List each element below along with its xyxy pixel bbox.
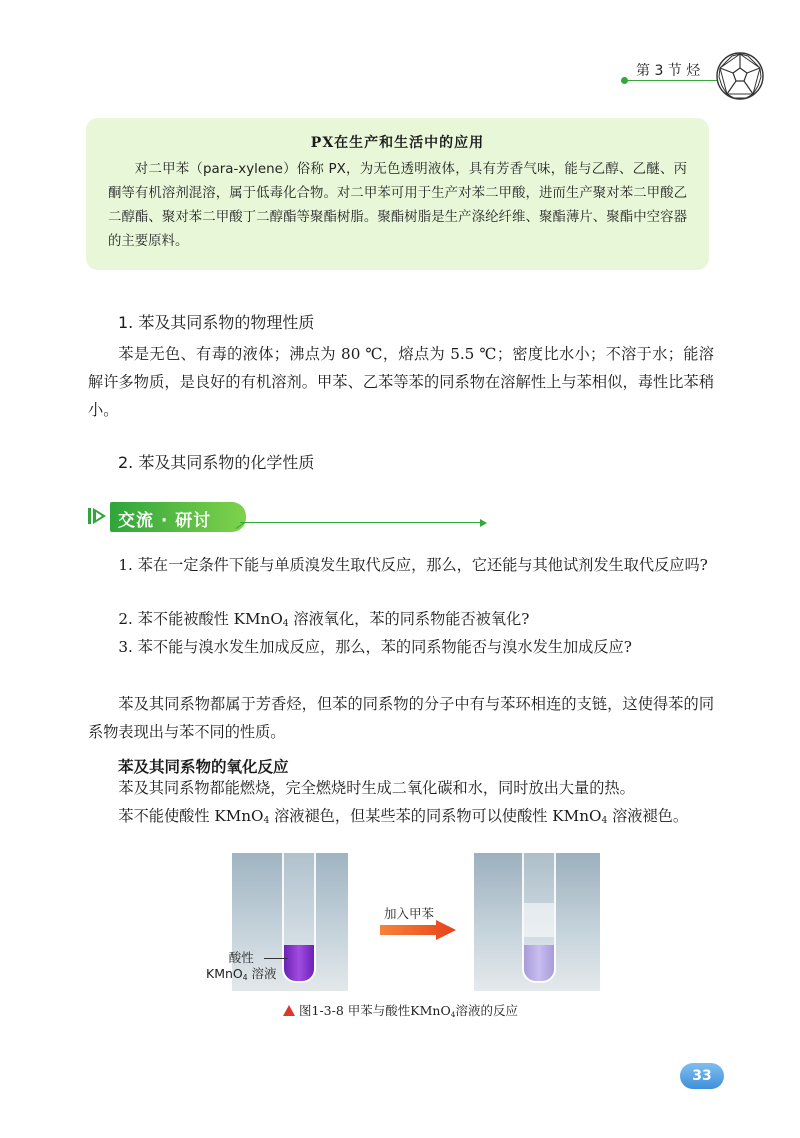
header-rule — [626, 80, 718, 81]
info-box-body: 对二甲苯（para-xylene）俗称 PX，为无色透明液体，具有芳香气味，能与乙醇、乙醚、丙酮等有机溶剂混溶，属于低毒化合物。对二甲苯可用于生产对苯二甲酸，进而生产聚对苯二甲酸乙二醇酯、聚对苯二甲酸丁二醇酯等聚酯树脂。聚酯树脂是生产涤纶纤维、聚酯薄片、聚酯中空容器的主要原料。 — [108, 162, 687, 249]
solution-label-line-2 — [206, 966, 277, 982]
oxidation-line-2-subscript-1: 4 — [263, 816, 270, 826]
aromatic-paragraph: 苯及其同系物都属于芳香烃，但苯的同系物的分子中有与苯环相连的支链，这使得苯的同系物表现出与苯不同的性质。 — [88, 695, 714, 741]
page-number: 33 — [680, 1063, 724, 1089]
question-1: 1. 苯在一定条件下能与单质溴发生取代反应，那么，它还能与其他试剂发生取代反应吗? — [118, 556, 708, 574]
section-heading-physical: 1. 苯及其同系物的物理性质 — [118, 313, 315, 332]
oxidation-line-2-text-c: 溶液褪色。 — [607, 807, 689, 825]
test-tube-left — [282, 853, 316, 983]
oxidation-line-2-text-b: 溶液褪色，但某些苯的同系物可以使酸性 KMnO — [269, 807, 602, 825]
solution-label-text-b: 溶液 — [247, 966, 277, 981]
solution-label-subscript: 4 — [242, 973, 248, 982]
oxidation-line-2 — [88, 802, 714, 830]
question-2-subscript: 4 — [282, 619, 289, 629]
question-2 — [88, 605, 714, 633]
solution-label-text-a: KMnO — [206, 966, 243, 981]
oxidation-line-2-text-a: 苯不能使酸性 KMnO — [118, 807, 264, 825]
info-box-title: PX在生产和生活中的应用 — [310, 135, 485, 151]
question-2-text-b: 溶液氧化，苯的同系物能否被氧化? — [288, 610, 530, 628]
section-title: 第 3 节 烃 — [636, 63, 701, 79]
caption-text-a: 图1-3-8 甲苯与酸性KMnO — [299, 1003, 451, 1018]
discussion-title: 交流 · 研讨 — [118, 511, 212, 531]
question-3: 3. 苯不能与溴水发生加成反应，那么，苯的同系物能否与溴水发生加成反应? — [118, 638, 632, 656]
caption-text-b: 溶液的反应 — [455, 1003, 519, 1018]
caption-triangle-icon — [283, 1005, 295, 1016]
physical-properties-paragraph: 苯是无色、有毒的液体；沸点为 80 ℃，熔点为 5.5 ℃；密度比水小；不溶于水；能溶解许多物质，是良好的有机溶剂。甲苯、乙苯等苯的同系物在溶解性上与苯相似，毒性比苯稍小。 — [88, 345, 714, 419]
banner-line — [240, 522, 484, 523]
play-arrow-icon — [88, 506, 108, 526]
figure-caption — [283, 1001, 518, 1019]
banner-arrow-tip — [480, 519, 487, 527]
section-heading-chemical: 2. 苯及其同系物的化学性质 — [118, 453, 315, 472]
info-box — [86, 118, 709, 270]
faded-solution — [524, 945, 554, 981]
oxidation-line-1: 苯及其同系物都能燃烧，完全燃烧时生成二氧化碳和水，同时放出大量的热。 — [118, 779, 635, 797]
solution-label — [206, 950, 277, 982]
question-2-text-a: 2. 苯不能被酸性 KMnO — [118, 610, 283, 628]
right-arrow-icon — [380, 920, 456, 940]
toluene-layer — [524, 903, 554, 937]
caption-subscript: 4 — [450, 1010, 456, 1019]
photo-after — [474, 853, 600, 991]
purple-solution — [284, 945, 314, 981]
oxidation-subheading: 苯及其同系物的氧化反应 — [118, 757, 289, 776]
soccer-ball-icon — [714, 50, 766, 102]
solution-label-line-1: 酸性 — [228, 950, 254, 965]
test-tube-right — [522, 853, 556, 983]
arrow-label: 加入甲苯 — [384, 906, 435, 921]
oxidation-line-2-subscript-2: 4 — [601, 816, 608, 826]
